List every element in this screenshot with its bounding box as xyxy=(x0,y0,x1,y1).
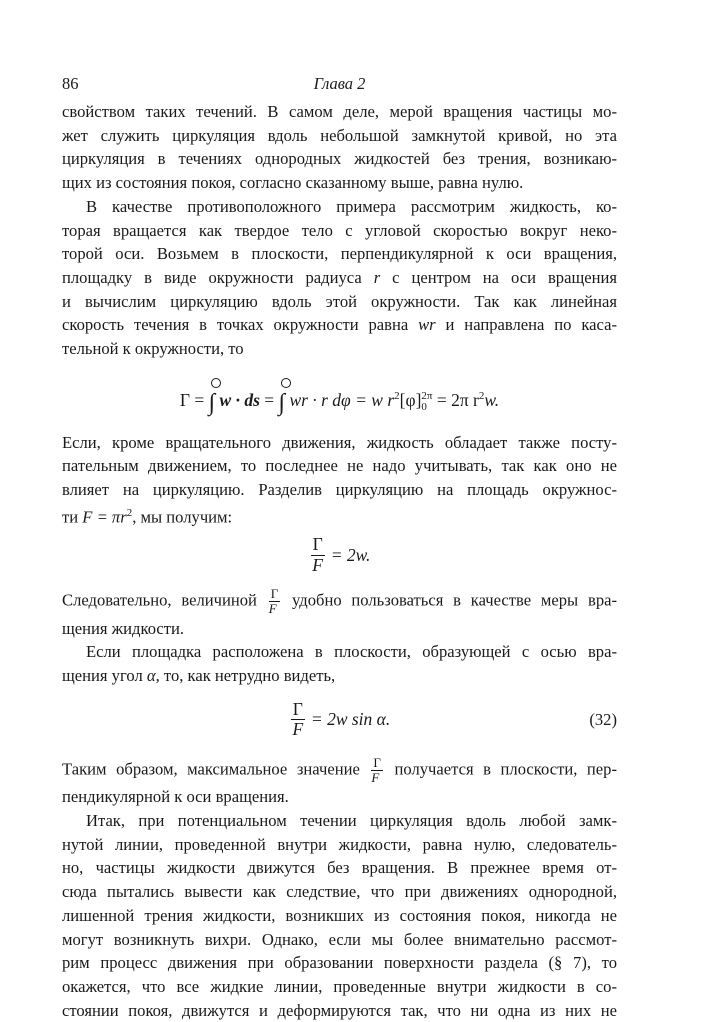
fraction xyxy=(269,587,281,617)
text-line: циркуляция в течениях однородных жидкостей без трения, возникаю- xyxy=(62,149,617,169)
paragraph-7 xyxy=(62,809,617,1022)
text-line: жет служить циркуляция вдоль небольшой замкнутой кривой, но эта xyxy=(62,125,617,145)
contour-integral-icon: ∫ xyxy=(279,368,286,438)
paragraph-4 xyxy=(62,587,617,640)
text-span: , мы получим: xyxy=(132,507,233,527)
equation-circulation xyxy=(62,361,617,431)
text-line: В качестве противоположного примера рассмотрим жидкость, ко- xyxy=(86,196,617,216)
eq-sup: 2 xyxy=(478,389,485,402)
equation-32 xyxy=(62,688,617,752)
text-line xyxy=(62,502,617,529)
eq-term: w · ds xyxy=(219,389,260,410)
text-line: но, частицы жидкости движутся без вращения. В прежнее время от- xyxy=(62,858,617,878)
eq-limit-lower: 0 xyxy=(421,400,427,413)
fraction xyxy=(371,756,383,786)
fraction xyxy=(311,535,325,575)
frac-num: Γ xyxy=(292,699,303,720)
text-line: пательным движением, то последнее не надо учитывать, так как оно не xyxy=(62,456,617,476)
text-span: ти xyxy=(62,507,83,527)
page xyxy=(62,70,617,1022)
fraction xyxy=(291,700,305,740)
text-line: Итак, при потенциальном течении циркуляция вдоль любой замк- xyxy=(86,811,617,831)
eq-term: [φ] xyxy=(399,389,422,410)
text-line: нутой линии, проведенной внутри жидкости, равна нулю, следователь- xyxy=(62,834,617,854)
paragraph-2 xyxy=(62,195,617,361)
text-line: и вычислим циркуляцию вдоль этой окружности. Так как линейная xyxy=(62,291,617,311)
paragraph-1 xyxy=(62,100,617,195)
frac-num: Γ xyxy=(312,534,323,555)
text-line: пендикулярной к оси вращения. xyxy=(62,787,289,807)
text-span: и направлена по каса- xyxy=(435,315,617,335)
eq-limit-upper: 2π xyxy=(421,389,433,402)
text-line: могут возникнуть вихри. Однако, если мы более внимательно рассмот- xyxy=(62,929,617,949)
contour-integral-icon: ∫ xyxy=(209,368,216,438)
text-line: тельной к окружности, то xyxy=(62,339,244,359)
eq-term: = 2w. xyxy=(330,544,371,565)
text-line: торой оси. Возьмем в плоскости, перпендикулярной к оси вращения, xyxy=(62,244,617,264)
text-line: влияет на циркуляцию. Разделив циркуляцию на площадь окружнос- xyxy=(62,480,617,500)
text-line: стоянии покоя, движутся и деформируются так, что ни одна из них не xyxy=(62,1000,617,1020)
text-span: получается в плоскости, пер- xyxy=(394,759,617,779)
equation-number: (32) xyxy=(589,709,617,729)
chapter-title: Глава 2 xyxy=(313,74,366,93)
eq-term: w. xyxy=(484,389,500,410)
equation-ratio xyxy=(62,529,617,581)
text-span: Таким образом, максимальное значение xyxy=(62,759,360,779)
text-line: окажется, что все жидкие линии, проведенные внутри жидкости в со- xyxy=(62,977,617,996)
text-span: , то, как нетрудно видеть, xyxy=(155,666,336,686)
text-line xyxy=(62,266,617,290)
eq-term: = 2π r xyxy=(436,389,479,410)
eq-term: = xyxy=(264,389,279,410)
eq-term: wr · r dφ = w r xyxy=(289,389,395,410)
text-line: рим процесс движения при образовании поверхности раздела (§ 7), то xyxy=(62,953,617,973)
paragraph-5 xyxy=(62,640,617,687)
math-var: r xyxy=(373,267,381,287)
eq-term: = 2w sin α. xyxy=(310,709,391,730)
text-line xyxy=(62,664,617,688)
frac-den: F xyxy=(371,770,380,786)
text-span: площадку в виде окружности радиуса xyxy=(62,267,374,287)
text-line: Если, кроме вращательного движения, жидкость обладает также посту- xyxy=(62,432,617,452)
frac-den: F xyxy=(268,601,277,617)
text-span: щения угол xyxy=(62,666,147,686)
eq-sup: 2 xyxy=(126,506,133,519)
text-line: лишенной трения жидкости, возникших из состояния покоя, никогда не xyxy=(62,905,617,925)
text-line: сюда пытались вывести как следствие, что при движениях однородной, xyxy=(62,882,617,902)
running-header xyxy=(62,70,617,100)
text-line: щих из состояния покоя, согласно сказанному выше, равна нулю. xyxy=(62,173,524,193)
eq-sup: 2 xyxy=(394,389,400,402)
text-line: свойством таких течений. В самом деле, мерой вращения частицы мо- xyxy=(62,102,617,121)
text-span: скорость течения в точках окружности равна xyxy=(62,315,419,335)
eq-lhs: Γ = xyxy=(179,389,205,410)
math-var: wr xyxy=(418,315,436,335)
text-line: Если площадка расположена в плоскости, образующей с осью вра- xyxy=(86,642,617,662)
page-number: 86 xyxy=(62,74,79,93)
text-line: щения жидкости. xyxy=(62,618,185,638)
text-line: торая вращается как твердое тело с угловой скоростью вокруг неко- xyxy=(62,220,617,240)
paragraph-3 xyxy=(62,431,617,529)
paragraph-6 xyxy=(62,756,617,809)
eq-limits xyxy=(421,391,432,413)
frac-num: Γ xyxy=(373,754,381,770)
text-span: удобно пользоваться в качестве меры вра- xyxy=(292,590,618,610)
frac-num: Γ xyxy=(270,586,279,602)
text-line xyxy=(62,756,617,786)
text-span: Следовательно, величиной xyxy=(62,590,257,610)
text-line xyxy=(62,313,617,337)
frac-den: F xyxy=(292,719,304,740)
math-var: F = πr xyxy=(82,507,127,527)
text-span: с центром на оси вращения xyxy=(380,267,617,287)
text-line xyxy=(62,587,617,617)
frac-den: F xyxy=(312,554,323,575)
math-var: α xyxy=(146,666,156,686)
